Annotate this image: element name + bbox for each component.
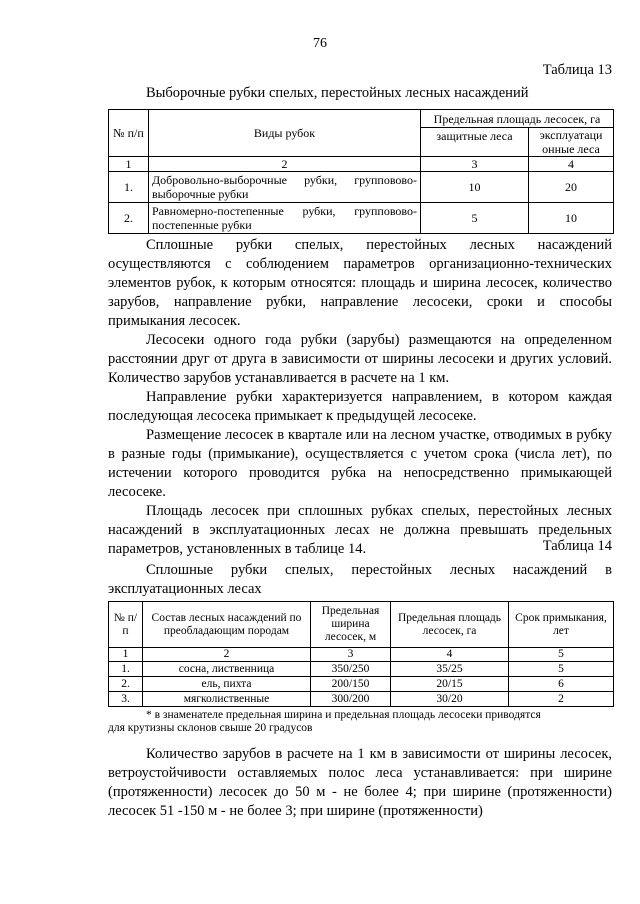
t13-header-exploitation: эксплуатаци онные леса [529, 128, 614, 157]
t13-row-num: 2. [109, 203, 149, 234]
page-number: 76 [313, 36, 327, 51]
t14-row-width: 200/150 [311, 677, 391, 692]
t14-row-term: 6 [509, 677, 614, 692]
table14-footnote [108, 709, 612, 735]
t14-row-area: 30/20 [391, 692, 509, 707]
t14-row-composition: сосна, лиственница [143, 662, 311, 677]
t14-index-cell: 1 [109, 648, 143, 662]
t13-header-num: № п/п [109, 110, 149, 157]
t13-header-type: Виды рубок [149, 110, 421, 157]
paragraph: Площадь лесосек при сплошных рубках спелых, перестойных лесных насаждений в эксплуатационных лесах не должна превышать предельных параметров, установленных в таблице 14. [108, 503, 612, 557]
paragraph: Сплошные рубки спелых, перестойных лесных насаждений осуществляются с соблюдением параметров организационно-технических элементов рубок, к которым относятся: площадь и ширина лесосек, количество зарубов, направление рубки, направление лесосеки, сроки и способы примыкания лесосек. [108, 237, 612, 329]
t13-header-area: Предельная площадь лесосек, га [421, 110, 614, 128]
table-row [109, 662, 614, 677]
t14-row-term: 2 [509, 692, 614, 707]
t14-row-area: 35/25 [391, 662, 509, 677]
footnote-line: для крутизны склонов свыше 20 градусов [108, 722, 313, 734]
t14-row-composition: мягколиственные [143, 692, 311, 707]
footnote-line: * в знаменателе предельная ширина и предельная площадь лесосеки приводятся [146, 709, 541, 721]
table13-title: Выборочные рубки спелых, перестойных лесных насаждений [146, 85, 529, 101]
t13-row-type: Равномерно-постепенные рубки, групповово-постепенные рубки [149, 203, 421, 234]
t13-row-num: 1. [109, 172, 149, 203]
t14-row-width: 350/250 [311, 662, 391, 677]
t13-row-exploitation: 10 [529, 203, 614, 234]
table-row [109, 677, 614, 692]
t13-row-exploitation: 20 [529, 172, 614, 203]
t13-index-cell: 1 [109, 157, 149, 172]
t14-row-area: 20/15 [391, 677, 509, 692]
t14-row-composition: ель, пихта [143, 677, 311, 692]
t14-index-cell: 4 [391, 648, 509, 662]
t13-row-type: Добровольно-выборочные рубки, групповово-выборочные рубки [149, 172, 421, 203]
t14-row-width: 300/200 [311, 692, 391, 707]
paragraph: Направление рубки характеризуется направлением, в котором каждая последующая лесосека примыкает к предыдущей лесосеке. [108, 389, 612, 424]
paragraph: Размещение лесосек в квартале или на лесном участке, отводимых в рубку в разные годы (примыкание), осуществляется с учетом срока (числа лет), по истечении которого проводится рубка на непосредственно примыкающей лесосеке. [108, 427, 612, 500]
t14-header-width: Предельная ширина лесосек, м [311, 602, 391, 648]
table-row [109, 172, 614, 203]
t14-row-num: 3. [109, 692, 143, 707]
t14-index-cell: 5 [509, 648, 614, 662]
text-block-1 [108, 236, 612, 559]
table-row [109, 203, 614, 234]
table13-label: Таблица 13 [542, 62, 612, 78]
t13-row-protective: 5 [421, 203, 529, 234]
t14-header-area: Предельная площадь лесосек, га [391, 602, 509, 648]
table14-label: Таблица 14 [542, 538, 612, 554]
table13 [108, 109, 614, 234]
table-row [109, 692, 614, 707]
t13-index-cell: 2 [149, 157, 421, 172]
t14-header-num: № п/п [109, 602, 143, 648]
t14-header-composition: Состав лесных насаждений по преобладающим породам [143, 602, 311, 648]
t14-index-cell: 3 [311, 648, 391, 662]
t14-row-term: 5 [509, 662, 614, 677]
text-block-2 [108, 745, 612, 821]
table14 [108, 601, 614, 707]
t14-index-cell: 2 [143, 648, 311, 662]
t14-row-num: 2. [109, 677, 143, 692]
t13-header-protective: защитные леса [421, 128, 529, 157]
t13-index-cell: 3 [421, 157, 529, 172]
paragraph: Количество зарубов в расчете на 1 км в зависимости от ширины лесосек, ветроустойчивости оставляемых полос леса устанавливается: при ширине (протяженности) лесосек до 50 м - не более 4; при ширине (протяженности) лесосек 51 -150 м - не более 3; при ширине (протяженности) [108, 746, 612, 819]
table14-title: Сплошные рубки спелых, перестойных лесных насаждений в эксплуатационных лесах [108, 562, 612, 597]
t13-row-protective: 10 [421, 172, 529, 203]
paragraph: Лесосеки одного года рубки (зарубы) размещаются на определенном расстоянии друг от друга в зависимости от ширины лесосеки и других условий. Количество зарубов устанавливается в расчете на 1 км. [108, 332, 612, 386]
t14-row-num: 1. [109, 662, 143, 677]
t13-index-cell: 4 [529, 157, 614, 172]
t14-header-term: Срок примыкания, лет [509, 602, 614, 648]
